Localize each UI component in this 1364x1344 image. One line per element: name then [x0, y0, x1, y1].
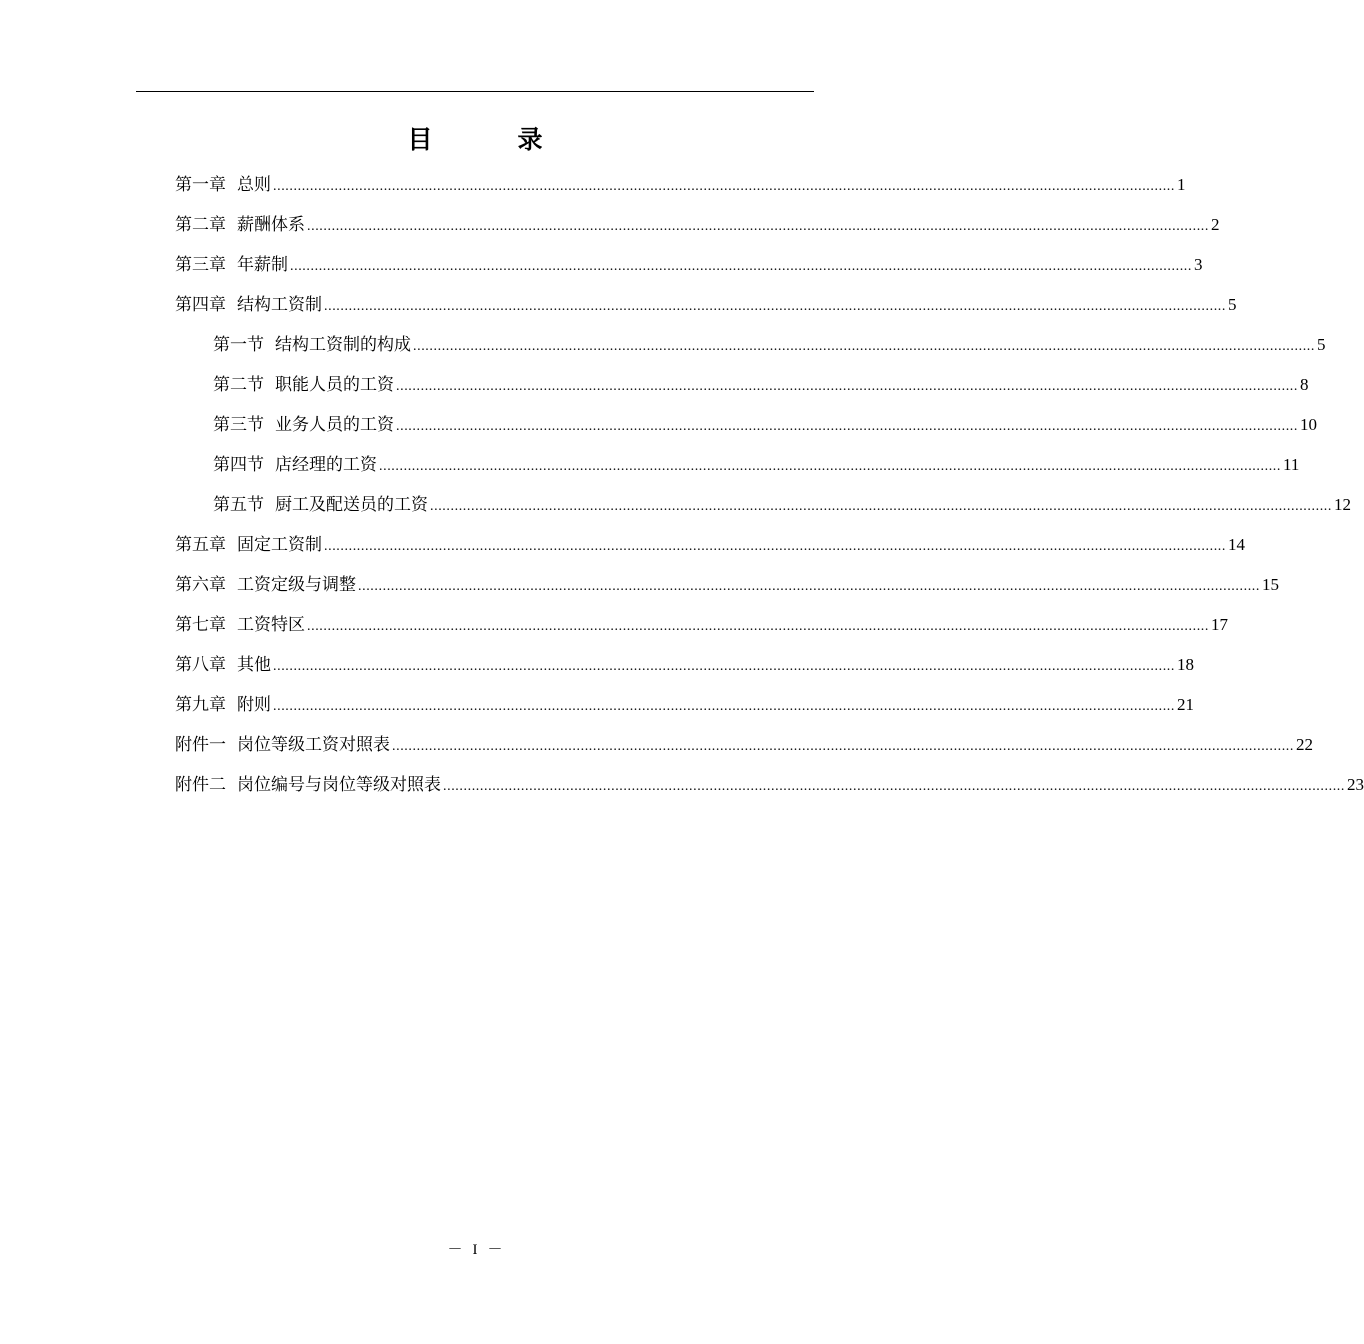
toc-page-number: 1 — [1177, 175, 1186, 194]
toc-page-number: 15 — [1262, 575, 1279, 594]
toc-dot-leader: ............................................................................................................................................................................................................................ — [392, 739, 1294, 754]
toc-entry-label — [213, 325, 411, 365]
toc-section-entry[interactable] — [175, 365, 1309, 405]
footer-dash-left: － — [447, 1242, 463, 1258]
toc-entry-title: 工资定级与调整 — [237, 575, 356, 595]
toc-chapter-entry[interactable] — [175, 685, 1194, 725]
toc-entry-label — [175, 285, 322, 325]
toc-entry-title: 工资特区 — [237, 615, 305, 635]
toc-entry-label — [175, 245, 288, 285]
toc-dot-leader: ............................................................................................................................................................................................................................ — [324, 539, 1226, 554]
toc-page-number: 12 — [1334, 495, 1351, 514]
toc-dot-leader: ............................................................................................................................................................................................................................ — [430, 499, 1332, 514]
toc-list — [175, 165, 1364, 805]
toc-entry-number: 第四章 — [175, 295, 226, 315]
toc-entry-label — [175, 525, 322, 565]
toc-entry-number: 第三章 — [175, 255, 226, 275]
toc-entry-number: 第六章 — [175, 575, 226, 595]
toc-chapter-entry[interactable] — [175, 285, 1237, 325]
toc-dot-leader: ............................................................................................................................................................................................................................ — [396, 379, 1298, 394]
toc-entry-title: 厨工及配送员的工资 — [275, 495, 428, 515]
toc-page-number: 21 — [1177, 695, 1194, 714]
toc-page-number: 3 — [1194, 255, 1203, 274]
toc-page-number: 22 — [1296, 735, 1313, 754]
toc-entry-title: 年薪制 — [237, 255, 288, 275]
header-rule — [136, 91, 814, 92]
toc-page-number: 5 — [1228, 295, 1237, 314]
toc-page-number: 11 — [1283, 455, 1300, 474]
toc-entry-title: 结构工资制 — [237, 295, 322, 315]
page-footer — [0, 1238, 950, 1262]
toc-chapter-entry[interactable] — [175, 645, 1194, 685]
toc-entry-title: 店经理的工资 — [275, 455, 377, 475]
footer-dash-right: － — [487, 1242, 503, 1258]
toc-entry-title: 业务人员的工资 — [275, 415, 394, 435]
toc-entry-number: 第八章 — [175, 655, 226, 675]
toc-entry-number: 第二章 — [175, 215, 226, 235]
toc-chapter-entry[interactable] — [175, 245, 1203, 285]
toc-entry-label — [175, 565, 356, 605]
toc-section-entry[interactable] — [175, 405, 1317, 445]
toc-entry-number: 附件一 — [175, 735, 226, 755]
toc-dot-leader: ............................................................................................................................................................................................................................ — [290, 259, 1192, 274]
toc-dot-leader: ............................................................................................................................................................................................................................ — [307, 619, 1209, 634]
toc-entry-title: 岗位等级工资对照表 — [237, 735, 390, 755]
toc-chapter-entry[interactable] — [175, 725, 1313, 765]
toc-page-number: 23 — [1347, 775, 1364, 794]
toc-dot-leader: ............................................................................................................................................................................................................................ — [307, 219, 1209, 234]
toc-chapter-entry[interactable] — [175, 765, 1364, 805]
toc-entry-label — [175, 205, 305, 245]
toc-chapter-entry[interactable] — [175, 565, 1279, 605]
toc-section-entry[interactable] — [175, 325, 1326, 365]
toc-entry-title: 总则 — [237, 175, 271, 195]
toc-entry-number: 第七章 — [175, 615, 226, 635]
toc-entry-title: 薪酬体系 — [237, 215, 305, 235]
toc-entry-title: 其他 — [237, 655, 271, 675]
toc-page-number: 18 — [1177, 655, 1194, 674]
toc-entry-title: 结构工资制的构成 — [275, 335, 411, 355]
toc-entry-label — [175, 645, 271, 685]
toc-entry-title: 固定工资制 — [237, 535, 322, 555]
toc-entry-number: 第五章 — [175, 535, 226, 555]
toc-dot-leader: ............................................................................................................................................................................................................................ — [413, 339, 1315, 354]
toc-entry-label — [213, 445, 377, 485]
toc-dot-leader: ............................................................................................................................................................................................................................ — [396, 419, 1298, 434]
toc-dot-leader: ............................................................................................................................................................................................................................ — [273, 699, 1175, 714]
toc-chapter-entry[interactable] — [175, 205, 1220, 245]
page-title: 目 录 — [407, 125, 573, 154]
toc-entry-label — [175, 165, 271, 205]
toc-entry-title: 职能人员的工资 — [275, 375, 394, 395]
toc-section-entry[interactable] — [175, 445, 1300, 485]
toc-entry-label — [175, 685, 271, 725]
toc-entry-number: 第四节 — [213, 455, 264, 475]
toc-dot-leader: ............................................................................................................................................................................................................................ — [358, 579, 1260, 594]
toc-page-number: 8 — [1300, 375, 1309, 394]
toc-chapter-entry[interactable] — [175, 605, 1228, 645]
toc-section-entry[interactable] — [175, 485, 1351, 525]
toc-entry-number: 第一章 — [175, 175, 226, 195]
toc-page-number: 5 — [1317, 335, 1326, 354]
toc-page-number: 10 — [1300, 415, 1317, 434]
toc-dot-leader: ............................................................................................................................................................................................................................ — [443, 779, 1345, 794]
toc-dot-leader: ............................................................................................................................................................................................................................ — [273, 179, 1175, 194]
toc-entry-label — [175, 765, 441, 805]
toc-entry-number: 第三节 — [213, 415, 264, 435]
toc-entry-title: 岗位编号与岗位等级对照表 — [237, 775, 441, 795]
toc-entry-number: 第一节 — [213, 335, 264, 355]
toc-page-number: 17 — [1211, 615, 1228, 634]
footer-page-number: I — [472, 1242, 478, 1258]
toc-entry-label — [175, 725, 390, 765]
toc-entry-label — [213, 405, 394, 445]
toc-entry-number: 附件二 — [175, 775, 226, 795]
toc-entry-number: 第九章 — [175, 695, 226, 715]
toc-entry-title: 附则 — [237, 695, 271, 715]
toc-entry-label — [213, 365, 394, 405]
toc-dot-leader: ............................................................................................................................................................................................................................ — [379, 459, 1281, 474]
toc-entry-label — [175, 605, 305, 645]
toc-page-number: 2 — [1211, 215, 1220, 234]
toc-page-number: 14 — [1228, 535, 1245, 554]
toc-chapter-entry[interactable] — [175, 525, 1245, 565]
toc-chapter-entry[interactable] — [175, 165, 1186, 205]
toc-entry-number: 第五节 — [213, 495, 264, 515]
toc-dot-leader: ............................................................................................................................................................................................................................ — [324, 299, 1226, 314]
toc-dot-leader: ............................................................................................................................................................................................................................ — [273, 659, 1175, 674]
toc-entry-label — [213, 485, 428, 525]
toc-entry-number: 第二节 — [213, 375, 264, 395]
